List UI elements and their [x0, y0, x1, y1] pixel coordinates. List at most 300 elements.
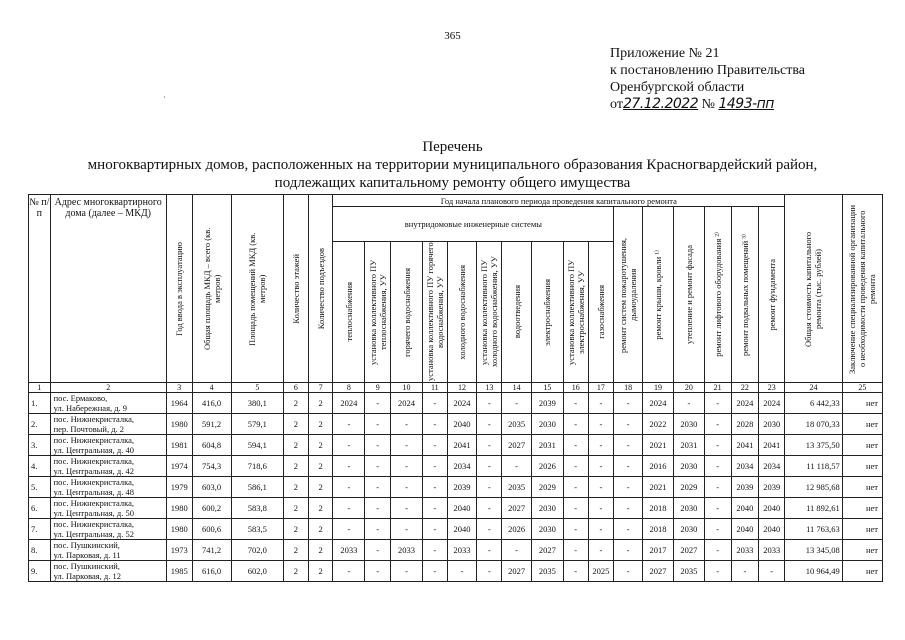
table-cell: - — [588, 477, 614, 498]
header-roof: ремонт крыши, кровли ¹⁾ — [643, 207, 674, 383]
header-floors: Количество этажей — [284, 195, 309, 383]
table-cell: 2 — [284, 540, 309, 561]
table-cell: - — [731, 561, 759, 582]
appendix-block — [610, 45, 805, 113]
header-fire: ремонт систем пожаротушения, дымоудаления — [614, 207, 643, 383]
table-cell: 2 — [308, 540, 333, 561]
address-line-2: ул. Центральная, д. 52 — [53, 529, 135, 539]
row-address — [50, 519, 166, 540]
address-line-2: ул. Центральная, д. 40 — [53, 445, 135, 455]
column-number-cell: 22 — [731, 383, 759, 393]
table-cell: 2035 — [531, 561, 563, 582]
column-number-cell: 11 — [422, 383, 447, 393]
table-cell: - — [588, 393, 614, 414]
table-cell: 2027 — [502, 561, 532, 582]
row-number: 4. — [29, 456, 51, 477]
table-cell: - — [477, 540, 502, 561]
table-cell: - — [563, 540, 588, 561]
column-number-cell: 17 — [588, 383, 614, 393]
column-number-cell: 14 — [502, 383, 532, 393]
table-cell: 2024 — [643, 393, 674, 414]
address-line-1: пос. Пушкинский, — [53, 561, 120, 571]
table-cell: нет — [842, 393, 882, 414]
table-cell: - — [502, 456, 532, 477]
address-line-2: ул. Центральная, д. 50 — [53, 508, 135, 518]
address-line-1: пос. Нижнекристалка, — [53, 414, 135, 424]
table-cell: - — [391, 561, 423, 582]
column-number-cell: 16 — [563, 383, 588, 393]
header-heat-pu: установка коллективного ПУ теплоснабжения, УУ — [365, 242, 391, 383]
table-cell: нет — [842, 540, 882, 561]
table-cell: 2 — [284, 498, 309, 519]
table-cell: - — [333, 498, 365, 519]
table-cell: 754,3 — [192, 456, 231, 477]
table-cell: 2030 — [531, 519, 563, 540]
table-cell: - — [588, 519, 614, 540]
table-cell: - — [422, 435, 447, 456]
table-cell: - — [759, 561, 785, 582]
table-cell: 2 — [284, 393, 309, 414]
column-number-cell: 20 — [673, 383, 704, 393]
address-line-1: пос. Нижнекристалка, — [53, 435, 135, 445]
table-cell: - — [422, 498, 447, 519]
table-cell: 2 — [284, 519, 309, 540]
table-cell: 2040 — [731, 498, 759, 519]
table-cell: нет — [842, 519, 882, 540]
table-cell: 2040 — [447, 519, 477, 540]
table-cell: - — [422, 540, 447, 561]
row-address — [50, 477, 166, 498]
table-cell: - — [365, 477, 391, 498]
table-cell: - — [588, 414, 614, 435]
table-cell: - — [422, 561, 447, 582]
table-cell: 2024 — [759, 393, 785, 414]
appendix-line-1: Приложение № 21 — [610, 46, 720, 61]
table-cell: - — [588, 498, 614, 519]
table-cell: 2040 — [731, 519, 759, 540]
row-address — [50, 498, 166, 519]
table-cell: 2039 — [447, 477, 477, 498]
table-cell: 600,6 — [192, 519, 231, 540]
table-cell: - — [704, 435, 731, 456]
header-total-area: Общая площадь МКД – всего (кв. метров) — [192, 195, 231, 383]
table-cell: 380,1 — [231, 393, 283, 414]
table-cell: - — [704, 498, 731, 519]
table-cell: - — [477, 435, 502, 456]
header-num: № п/п — [29, 195, 51, 383]
repair-table — [28, 194, 883, 582]
table-cell: - — [614, 435, 643, 456]
stray-dot-mark: · — [163, 93, 166, 102]
table-cell: 2031 — [673, 435, 704, 456]
title-line-2: многоквартирных домов, расположенных на территории муниципального образования Красногвардейский район, — [87, 157, 818, 173]
table-cell: 2039 — [531, 393, 563, 414]
header-hot-pu: установка коллективного ПУ горячего водоснабжения, УУ — [422, 242, 447, 383]
table-cell: 2034 — [759, 456, 785, 477]
table-cell: - — [477, 561, 502, 582]
table-cell: 2 — [308, 414, 333, 435]
table-cell: 1985 — [166, 561, 192, 582]
table-cell: - — [477, 519, 502, 540]
column-number-cell: 21 — [704, 383, 731, 393]
header-power: электроснабжения — [531, 242, 563, 383]
address-line-2: ул. Набережная, д. 9 — [53, 403, 128, 413]
table-cell: - — [477, 393, 502, 414]
address-line-2: ул. Центральная, д. 48 — [53, 487, 135, 497]
table-cell: 2027 — [502, 498, 532, 519]
table-cell: - — [365, 393, 391, 414]
table-row — [29, 456, 883, 477]
table-cell: 2039 — [731, 477, 759, 498]
table-cell: 1979 — [166, 477, 192, 498]
table-cell: 2040 — [447, 498, 477, 519]
column-number-cell: 24 — [785, 383, 843, 393]
table-cell: 2022 — [643, 414, 674, 435]
table-cell: 2040 — [759, 498, 785, 519]
table-cell: - — [704, 477, 731, 498]
table-cell: 718,6 — [231, 456, 283, 477]
table-cell: 2040 — [759, 519, 785, 540]
header-heat: теплоснабжения — [333, 242, 365, 383]
row-address — [50, 561, 166, 582]
table-cell: 2033 — [391, 540, 423, 561]
table-cell: 12 985,68 — [785, 477, 843, 498]
table-cell: 2 — [308, 477, 333, 498]
table-cell: 2 — [284, 456, 309, 477]
table-cell: 2024 — [731, 393, 759, 414]
table-cell: 603,0 — [192, 477, 231, 498]
header-basement: ремонт подвальных помещений ³⁾ — [731, 207, 759, 383]
row-address — [50, 540, 166, 561]
table-cell: 2033 — [731, 540, 759, 561]
table-cell: 2 — [308, 519, 333, 540]
table-cell: 2026 — [502, 519, 532, 540]
table-cell: - — [365, 561, 391, 582]
table-cell: - — [673, 393, 704, 414]
header-cold-pu: установка коллективного ПУ холодного водоснабжения, УУ — [477, 242, 502, 383]
column-number-cell: 1 — [29, 383, 51, 393]
table-cell: 2039 — [759, 477, 785, 498]
table-cell: 583,8 — [231, 498, 283, 519]
table-cell: 2030 — [531, 414, 563, 435]
table-cell: - — [391, 435, 423, 456]
table-cell: - — [365, 540, 391, 561]
table-cell: 2024 — [447, 393, 477, 414]
table-cell: нет — [842, 561, 882, 582]
header-cold: холодного водоснабжения — [447, 242, 477, 383]
column-number-cell: 13 — [477, 383, 502, 393]
table-cell: 13 345,08 — [785, 540, 843, 561]
table-cell: 2034 — [447, 456, 477, 477]
header-address: Адрес многоквартирного дома (далее – МКД) — [50, 195, 166, 383]
table-cell: - — [502, 393, 532, 414]
table-cell: нет — [842, 498, 882, 519]
table-cell: 1981 — [166, 435, 192, 456]
table-cell: - — [563, 414, 588, 435]
table-cell: 1964 — [166, 393, 192, 414]
table-cell: - — [365, 519, 391, 540]
table-cell: 1980 — [166, 519, 192, 540]
table-cell: 13 375,50 — [785, 435, 843, 456]
table-cell: 2029 — [673, 477, 704, 498]
table-cell: нет — [842, 435, 882, 456]
table-cell: - — [614, 414, 643, 435]
table-cell: - — [365, 498, 391, 519]
header-year-built: Год ввода в эксплуатацию — [166, 195, 192, 383]
table-cell: - — [333, 519, 365, 540]
table-cell: 741,2 — [192, 540, 231, 561]
handwritten-date: 27.12.2022 — [622, 96, 699, 112]
table-cell: - — [333, 435, 365, 456]
address-line-1: пос. Нижнекристалка, — [53, 498, 135, 508]
row-number: 1. — [29, 393, 51, 414]
table-row — [29, 414, 883, 435]
table-row — [29, 498, 883, 519]
table-cell: 2030 — [673, 519, 704, 540]
table-cell: - — [422, 456, 447, 477]
header-gas: газоснабжения — [588, 242, 614, 383]
table-cell: 2035 — [502, 477, 532, 498]
column-number-cell: 3 — [166, 383, 192, 393]
table-cell: - — [365, 414, 391, 435]
table-cell: - — [563, 519, 588, 540]
table-cell: 2034 — [731, 456, 759, 477]
table-cell: 2035 — [673, 561, 704, 582]
table-cell: 2 — [284, 561, 309, 582]
table-cell: - — [588, 540, 614, 561]
column-number-cell: 18 — [614, 383, 643, 393]
header-period-group: Год начала планового периода проведения капитального ремонта — [333, 195, 785, 207]
column-number-cell: 8 — [333, 383, 365, 393]
table-row — [29, 519, 883, 540]
column-number-cell: 19 — [643, 383, 674, 393]
address-line-1: пос. Пушкинский, — [53, 540, 120, 550]
column-number-cell: 6 — [284, 383, 309, 393]
table-cell: 2030 — [673, 414, 704, 435]
table-cell: - — [614, 561, 643, 582]
table-cell: 2027 — [502, 435, 532, 456]
column-number-cell: 2 — [50, 383, 166, 393]
table-cell: 591,2 — [192, 414, 231, 435]
table-cell: - — [563, 435, 588, 456]
table-cell: - — [588, 435, 614, 456]
table-cell: 2028 — [731, 414, 759, 435]
address-line-1: пос. Нижнекристалка, — [53, 519, 135, 529]
table-cell: - — [365, 456, 391, 477]
title-line-3: подлежащих капитальному ремонту общего имущества — [274, 175, 631, 191]
table-cell: 1973 — [166, 540, 192, 561]
table-cell: 2 — [284, 435, 309, 456]
column-number-cell: 25 — [842, 383, 882, 393]
table-cell: нет — [842, 456, 882, 477]
table-cell: - — [704, 561, 731, 582]
table-cell: 2024 — [333, 393, 365, 414]
table-cell: 2033 — [447, 540, 477, 561]
table-cell: - — [563, 498, 588, 519]
table-cell: - — [614, 540, 643, 561]
header-power-pu: установка коллективного ПУ электроснабжения, УУ — [563, 242, 588, 383]
table-row — [29, 477, 883, 498]
table-cell: - — [477, 498, 502, 519]
table-cell: 2041 — [759, 435, 785, 456]
table-cell: 604,8 — [192, 435, 231, 456]
table-cell: - — [704, 519, 731, 540]
table-cell: 2030 — [673, 456, 704, 477]
table-cell: - — [477, 414, 502, 435]
address-line-2: ул. Центральная, д. 42 — [53, 466, 135, 476]
header-sewer: водоотведения — [502, 242, 532, 383]
table-row — [29, 540, 883, 561]
table-cell: - — [422, 414, 447, 435]
page-number: 365 — [444, 30, 461, 42]
header-lift: ремонт лифтового оборудования ²⁾ — [704, 207, 731, 383]
row-number: 8. — [29, 540, 51, 561]
table-cell: 2016 — [643, 456, 674, 477]
table-cell: 2027 — [673, 540, 704, 561]
table-cell: 2 — [284, 477, 309, 498]
table-cell: 1980 — [166, 498, 192, 519]
table-row — [29, 393, 883, 414]
table-cell: 2030 — [673, 498, 704, 519]
table-cell: 11 118,57 — [785, 456, 843, 477]
table-cell: 2030 — [759, 414, 785, 435]
table-cell: 11 763,63 — [785, 519, 843, 540]
table-cell: 2031 — [531, 435, 563, 456]
table-cell: - — [614, 477, 643, 498]
table-cell: 18 070,33 — [785, 414, 843, 435]
table-cell: 602,0 — [231, 561, 283, 582]
table-cell: 702,0 — [231, 540, 283, 561]
row-address — [50, 393, 166, 414]
table-cell: - — [333, 477, 365, 498]
row-number: 3. — [29, 435, 51, 456]
address-line-2: ул. Парковая, д. 11 — [53, 550, 121, 560]
header-cost: Общая стоимость капитального ремонта (тыс. рублей) — [785, 195, 843, 383]
table-cell: 2040 — [447, 414, 477, 435]
table-cell: - — [704, 414, 731, 435]
title-line-1: Перечень — [422, 139, 483, 155]
column-number-cell: 23 — [759, 383, 785, 393]
address-line-2: ул. Парковая, д. 12 — [53, 571, 121, 581]
handwritten-number: 1493-пп — [718, 96, 774, 112]
appendix-date-line — [610, 96, 805, 113]
table-cell: - — [563, 456, 588, 477]
table-cell: 2030 — [531, 498, 563, 519]
table-cell: 2033 — [759, 540, 785, 561]
header-entrances: Количество подъездов — [308, 195, 333, 383]
table-cell: - — [333, 456, 365, 477]
column-number-cell: 9 — [365, 383, 391, 393]
row-number: 7. — [29, 519, 51, 540]
table-cell: 2029 — [531, 477, 563, 498]
header-conclusion: Заключение специализированной организации о необходимости проведения капитального ремонта — [842, 195, 882, 383]
table-cell: - — [477, 477, 502, 498]
table-cell: - — [588, 456, 614, 477]
table-cell: - — [563, 477, 588, 498]
row-number: 5. — [29, 477, 51, 498]
table-cell: 586,1 — [231, 477, 283, 498]
address-line-1: пос. Нижнекристалка, — [53, 456, 135, 466]
table-cell: - — [614, 519, 643, 540]
table-cell: - — [333, 561, 365, 582]
table-row — [29, 561, 883, 582]
table-cell: - — [391, 414, 423, 435]
table-cell: 2017 — [643, 540, 674, 561]
table-cell: 2021 — [643, 435, 674, 456]
table-cell: 1980 — [166, 414, 192, 435]
address-line-2: пер. Почтовый, д. 2 — [53, 424, 125, 434]
column-number-cell: 12 — [447, 383, 477, 393]
table-cell: - — [704, 456, 731, 477]
table-cell: - — [391, 519, 423, 540]
table-cell: - — [704, 540, 731, 561]
table-cell: - — [614, 456, 643, 477]
table-cell: 2027 — [531, 540, 563, 561]
row-number: 9. — [29, 561, 51, 582]
table-cell: 579,1 — [231, 414, 283, 435]
number-prefix: № — [701, 97, 715, 112]
header-foundation: ремонт фундамента — [759, 207, 785, 383]
column-number-cell: 7 — [308, 383, 333, 393]
header-premises-area: Площадь помещений МКД (кв. метров) — [231, 195, 283, 383]
header-systems-group: внутридомовые инженерные системы — [333, 207, 614, 242]
table-cell: 2 — [284, 414, 309, 435]
table-cell: - — [563, 561, 588, 582]
table-cell: 2021 — [643, 477, 674, 498]
table-cell: 2033 — [333, 540, 365, 561]
column-number-row — [29, 383, 883, 393]
table-cell: 2024 — [391, 393, 423, 414]
table-cell: 2 — [308, 393, 333, 414]
table-cell: - — [614, 498, 643, 519]
row-address — [50, 435, 166, 456]
column-number-cell: 5 — [231, 383, 283, 393]
table-cell: - — [447, 561, 477, 582]
table-cell: 616,0 — [192, 561, 231, 582]
column-number-cell: 15 — [531, 383, 563, 393]
table-row — [29, 435, 883, 456]
table-cell: 2026 — [531, 456, 563, 477]
table-cell: - — [391, 498, 423, 519]
table-cell: - — [422, 519, 447, 540]
row-number: 2. — [29, 414, 51, 435]
table-cell: 1974 — [166, 456, 192, 477]
table-cell: - — [477, 456, 502, 477]
table-cell: 583,5 — [231, 519, 283, 540]
table-cell: 2025 — [588, 561, 614, 582]
table-cell: 2 — [308, 435, 333, 456]
address-line-1: пос. Нижнекристалка, — [53, 477, 135, 487]
table-cell: 2041 — [731, 435, 759, 456]
table-cell: - — [333, 414, 365, 435]
table-cell: - — [502, 540, 532, 561]
table-cell: - — [391, 477, 423, 498]
column-number-cell: 4 — [192, 383, 231, 393]
table-cell: 416,0 — [192, 393, 231, 414]
date-prefix: от — [610, 97, 623, 112]
table-cell: 2041 — [447, 435, 477, 456]
address-line-1: пос. Ермаково, — [53, 393, 108, 403]
document-title — [0, 138, 905, 192]
table-cell: 600,2 — [192, 498, 231, 519]
table-cell: 11 892,61 — [785, 498, 843, 519]
appendix-line-2: к постановлению Правительства — [610, 63, 806, 78]
row-address — [50, 414, 166, 435]
table-cell: - — [563, 393, 588, 414]
table-cell: - — [422, 477, 447, 498]
table-cell: 2035 — [502, 414, 532, 435]
row-address — [50, 456, 166, 477]
